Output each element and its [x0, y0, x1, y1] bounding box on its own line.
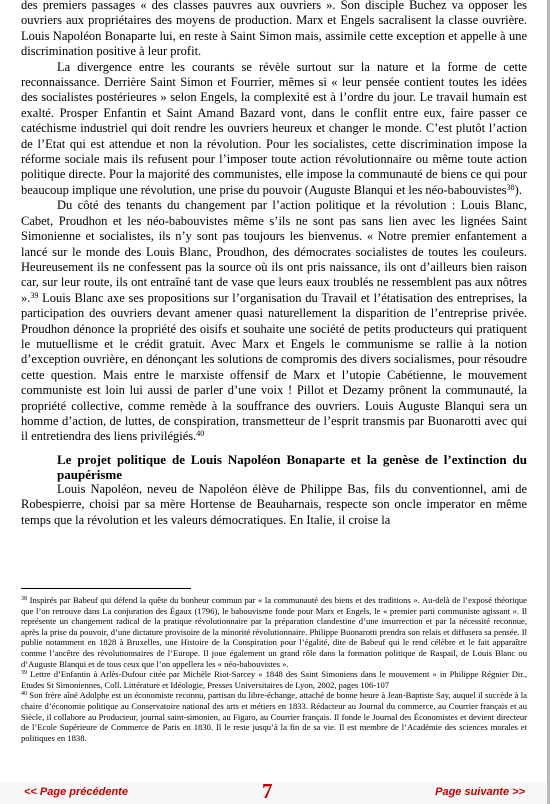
paragraph-revolution-cont: Louis Blanc axe ses propositions sur l’organisation du Travail et l’étatisation des entreprises, la participation des ouvriers devant amener quasi naturellement la disparition de l’entreprise privée. Proudhon dénonce la propriété des oisifs et souhaite une société de petits producteurs qui pratiquent le mutuellisme et le crédit gratuit. Avec Marx et Engels le communisme se rallie à la notion d’exception ouvrière, en dénonçant les solutions de compromis des divers socialismes, pour résoudre cette question. Mais entre le marxiste offensif de Marx et l’utopie Cabétienne, le mouvement communiste est loin lui aussi de parler d’une voix ! Pillot et Dezamy prônent la communauté, la propriété collective, comme remède à la souffrance des ouvriers. Louis Auguste Blanqui sera un homme d’action, de luttes, de conspiration, transmetteur de l’esprit transmis par Buonarotti avec qui il entretiendra des liens privilégiés. [21, 290, 527, 444]
footnote-40-number: 40 [21, 691, 27, 698]
paragraph-divergence-end: ). [514, 182, 522, 197]
footnote-39-number: 39 [21, 670, 27, 677]
section-title: Le projet politique de Louis Napoléon Bonaparte et la genèse de l’extinction du paupérisme [57, 451, 527, 482]
footnote-38 [21, 595, 527, 669]
footnote-separator [21, 588, 191, 589]
body-text [21, 0, 527, 528]
paragraph-divergence [21, 60, 527, 199]
footnote-39-text: Lettre d’Enfantin à Arlès-Dufour citée par Michèle Riot-Sarcey « 1848 des Saint Simoniens dans le mouvement » in Philippe Régnier Dir., Etudes St Simoniennes, Coll. Littérature et Idéologie, Presses Universitaires de Lyon, 2002, pages 106-107 [21, 669, 527, 690]
next-page-link[interactable]: Page suivante >> [435, 786, 525, 798]
page-number: 7 [262, 779, 273, 803]
footnote-39 [21, 669, 527, 690]
paragraph-revolution-text: Du côté des tenants du changement par l’action politique et la révolution : Louis Blanc, Cabet, Proudhon et les néo-babouvistes même s’ils ne sont pas sans lien avec les lignées Saint Simonienne et socialistes, ils n’y sont pas toujours les bienvenus. « Notre premier enfantement a lancé sur le monde des Louis Blanc, Proudhon, des démocrates socialistes de toutes les couleurs. Heureusement ils ne confessent pas la source où ils ont pris naissance, ils ont d’ailleurs bien raison car, sur leur route, ils ont entraîné tant de vase que leurs eaux troublés ne ressemblent pas aux nôtres ». [21, 198, 527, 305]
footnote-ref-38[interactable]: 38 [506, 182, 515, 192]
footnote-38-text: Inspirés par Babeuf qui défend la quête du bonheur commun par « la communauté des biens et des traditions ». Au-delà de l’exposé théorique que l’on retrouve dans La conjuration des Égaux (1796), le babouvisme fonde pour Marx et Engels, le « premier parti communiste agissant ». Il représente un changement radical de la pratique révolutionnaire par la préparation clandestine d’une insurrection et par la nécessité reconnue, après la prise du pouvoir, d’une dictature provisoire de la minorité révolutionnaire. Philippe Buonarotti prendra son relais et diffusera sa pensée. Il publie notamment en 1828 à Bruxelles, une Histoire de la Conspiration pour l’égalité, dite de Babeuf qui le rend célèbre et le fait apparaître comme l’ancêtre des révolutionnaires de l’Europe. Il joue également un grand rôle dans la formation politique de Raspail, de Louis Blanc ou d’Auguste Blanqui et de tous ceux que l’on appellera les « néo-babouvistes ». [21, 595, 527, 669]
paragraph-louis-napoleon: Louis Napoléon, neveu de Napoléon élève de Philippe Bas, fils du conventionnel, ami de Robespierre, choisi par sa mère Hortense de Beauharnais, respecte son oncle imperator en même temps que la révolution et les valeurs démocratiques. En Italie, il croise la [21, 481, 527, 527]
footnote-ref-39[interactable]: 39 [30, 290, 39, 300]
paragraph-divergence-text: La divergence entre les courants se révèle surtout sur la nature et la forme de cette reconnaissance. Derrière Saint Simon et Fourrier, mêmes si « leur pensée contient toutes les idées des socialistes postérieures » selon Engels, la complexité est à l’ordre du jour. Le travail humain est exalté. Prosper Enfantin et Saint Amand Bazard vont, dans le conflit entre eux, faire passer ce catéchisme industriel qui doit rendre les ouvriers heureux et changer le monde. C’est plutôt l’action de l’Etat qui est attendue et non la révolution. Pour les socialistes, cette discrimination impose la réforme sociale mais ils refusent pour l’imposer toute action révolutionnaire ou même toute action politique directe. Pour la majorité des communistes, elle impose la communauté de biens ce qui pour beaucoup implique une révolution, une prise du pouvoir (Auguste Blanqui et les néo-babouvistes [21, 59, 527, 197]
page-navigation [0, 779, 547, 804]
paragraph-revolution [21, 198, 527, 445]
footnote-ref-40[interactable]: 40 [196, 429, 205, 439]
footnote-40-text: Son frère aîné Adolphe est un économiste reconnu, partisan du libre-échange, attaché de bonne heure à Jean-Baptiste Say, auquel il succède à la chaire d’économie politique au Conservatoire national des arts et métiers en 1833. Rédacteur au Journal du commerce, au Courrier français et au Siècle, il collabore au Producteur, journal saint-simonien, au Figaro, au Courrier français. Il fonde le Journal des Économistes et devient directeur de l’Ecole Supérieure de Commerce de Paris en 1830. Il le reste jusqu’à la fin de sa vie. Il est membre de l’Académie des sciences morales et politiques en 1838. [21, 690, 527, 743]
paragraph-intro: des premiers passages « des classes pauvres aux ouvriers ». Son disciple Buchez va opposer les ouvriers aux propriétaires des moyens de production. Marx et Engels sacralisent la classe ouvrière. Louis Napoléon Bonaparte lui, en reste à Saint Simon mais, assimile cette exception et appelle à une discrimination positive à leur profit. [21, 0, 527, 59]
footnotes [21, 595, 527, 743]
footnote-38-number: 38 [21, 596, 27, 602]
footnote-40 [21, 690, 527, 743]
previous-page-link[interactable]: << Page précédente [24, 786, 128, 798]
